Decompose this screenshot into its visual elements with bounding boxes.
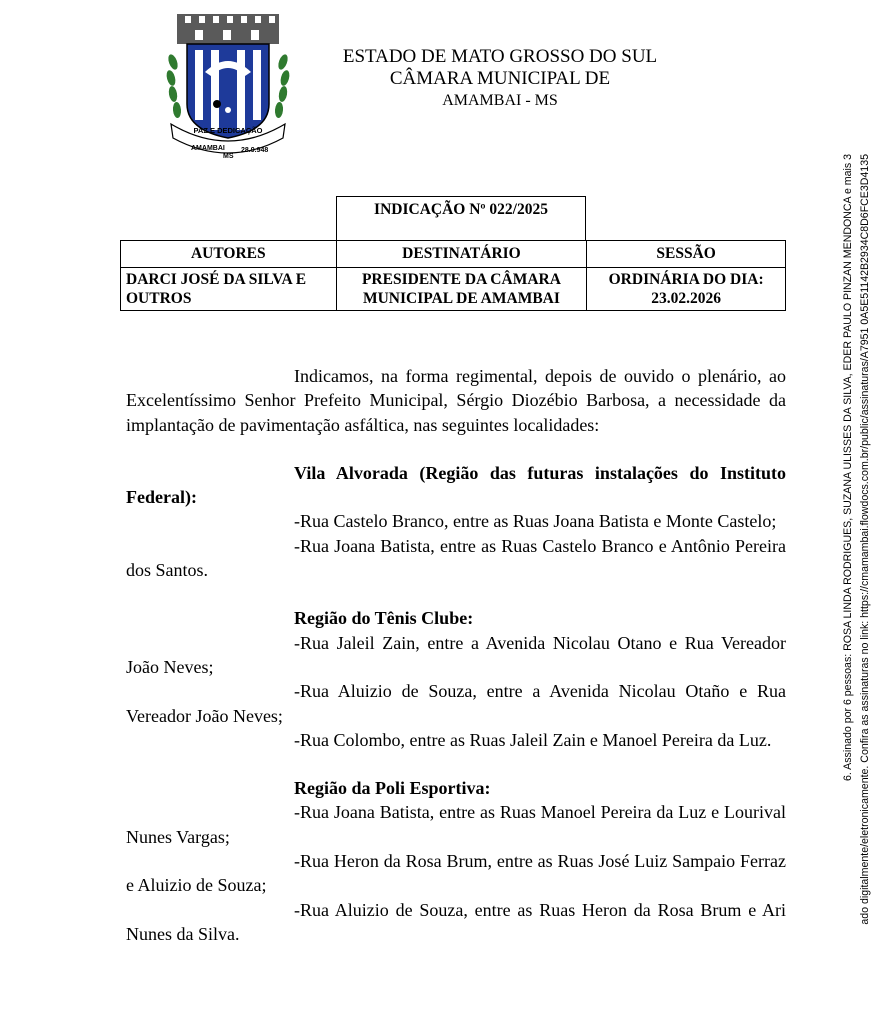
header-authors: AUTORES xyxy=(121,241,337,268)
list-item: -Rua Joana Batista, entre as Ruas Castelo Branco e Antônio Pereira dos Santos. xyxy=(126,535,786,581)
header-recipient: DESTINATÁRIO xyxy=(336,241,587,268)
list-item: -Rua Heron da Rosa Brum, entre as Ruas José Luiz Sampaio Ferraz e Aluizio de Souza; xyxy=(126,851,786,896)
list-item: -Rua Joana Batista, entre as Ruas Manoel Pereira da Luz e Lourival Nunes Vargas; xyxy=(126,802,786,847)
city-name: AMAMBAI - MS xyxy=(442,92,558,109)
letterhead xyxy=(300,46,700,112)
state-name: ESTADO DE MATO GROSSO DO SUL xyxy=(342,46,658,67)
svg-text:AMAMBAI: AMAMBAI xyxy=(191,145,225,152)
intro-paragraph: Indicamos, na forma regimental, depois de ouvido o plenário, ao Excelentíssimo Senhor Prefeito Municipal, Sérgio Diozébio Barbosa, a necessidade da implantação de pavimentação asfáltica, nas seguintes localidades: xyxy=(126,366,786,435)
signature-line-2: ado digitalmente/eletronicamente. Confira as assinaturas no link: https://cmamambai.flowdocs.com.br/public/assinaturas/A7951 0A5E51142B2934C8D6FCE3D4135 xyxy=(859,154,871,925)
document-body xyxy=(126,364,786,946)
svg-text:PAZ E DEDICAÇÃO: PAZ E DEDICAÇÃO xyxy=(193,126,263,135)
svg-text:28.9.948: 28.9.948 xyxy=(241,147,269,154)
indication-number: INDICAÇÃO Nº 022/2025 xyxy=(336,196,586,240)
section-heading: Região da Poli Esportiva: xyxy=(294,778,491,799)
chamber-name: CÂMARA MUNICIPAL DE xyxy=(389,68,611,89)
header-session: SESSÃO xyxy=(587,241,786,268)
list-item: -Rua Jaleil Zain, entre a Avenida Nicolau Otano e Rua Vereador João Neves; xyxy=(126,632,786,677)
info-table xyxy=(120,240,786,311)
section-heading: Região do Tênis Clube: xyxy=(294,608,474,629)
municipal-coat-of-arms xyxy=(165,12,291,162)
digital-signature-note xyxy=(840,154,876,1024)
svg-text:MS: MS xyxy=(223,153,234,160)
authors-cell: DARCI JOSÉ DA SILVA E OUTROS xyxy=(121,268,337,311)
recipient-cell: PRESIDENTE DA CÂMARA MUNICIPAL DE AMAMBAI xyxy=(336,268,587,311)
session-cell: ORDINÁRIA DO DIA: 23.02.2026 xyxy=(587,268,786,311)
table-row xyxy=(121,268,786,311)
list-item: -Rua Aluizio de Souza, entre a Avenida Nicolau Otaño e Rua Vereador João Neves; xyxy=(126,681,786,726)
list-item: -Rua Castelo Branco, entre as Ruas Joana Batista e Monte Castelo; xyxy=(294,511,777,532)
signature-line-1: 6. Assinado por 6 pessoas: ROSA LINDA RODRIGUES, SUZANA ULISSES DA SILVA, EDER PAULO PINZAN MENDONCA e mais 3 xyxy=(842,154,854,782)
list-item: -Rua Colombo, entre as Ruas Jaleil Zain e Manoel Pereira da Luz. xyxy=(294,729,772,750)
section-heading: Vila Alvorada (Região das futuras instalações do Instituto Federal): xyxy=(126,462,786,508)
list-item: -Rua Aluizio de Souza, entre as Ruas Heron da Rosa Brum e Ari Nunes da Silva. xyxy=(126,899,786,944)
table-header-row xyxy=(121,241,786,268)
